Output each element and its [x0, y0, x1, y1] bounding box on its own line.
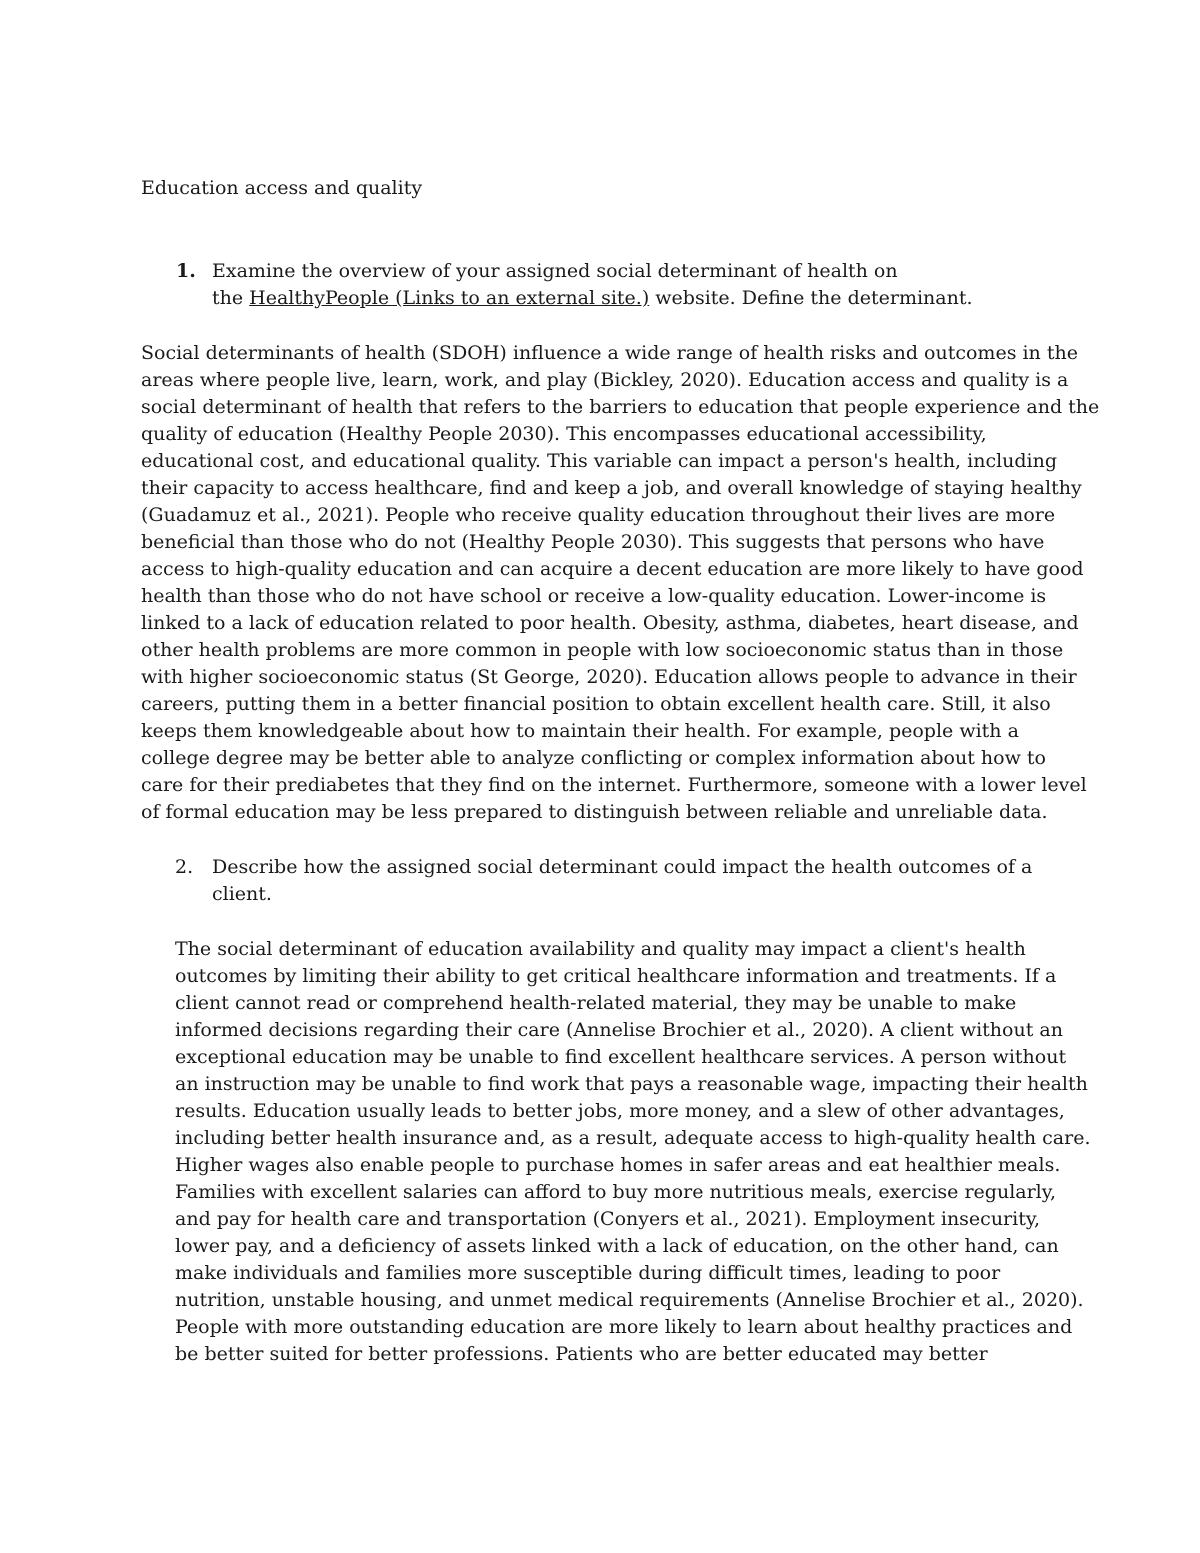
answer-1-line: beneficial than those who do not (Healthy People 2030). This suggests that persons who have	[141, 531, 1045, 553]
answer-2-line: lower pay, and a deficiency of assets linked with a lack of education, on the other hand, can	[175, 1235, 1059, 1257]
question-1-line-2	[212, 285, 1092, 312]
answer-1-line: linked to a lack of education related to poor health. Obesity, asthma, diabetes, heart disease, and	[141, 612, 1079, 634]
question-2-line-2: client.	[212, 883, 272, 905]
answer-2-line: client cannot read or comprehend health-related material, they may be unable to make	[175, 992, 1017, 1014]
question-1-line-1: Examine the overview of your assigned social determinant of health on	[212, 260, 898, 282]
answer-2-line: The social determinant of education availability and quality may impact a client's health	[175, 938, 1026, 960]
question-1	[176, 258, 1092, 312]
answer-2-line: informed decisions regarding their care (Annelise Brochier et al., 2020). A client without an	[175, 1019, 1063, 1041]
answer-1-line: quality of education (Healthy People 2030). This encompasses educational accessibility,	[141, 423, 987, 445]
question-1-suffix: website. Define the determinant.	[649, 287, 973, 309]
answer-1-line: keeps them knowledgeable about how to maintain their health. For example, people with a	[141, 720, 1019, 742]
answer-2-line: including better health insurance and, as a result, adequate access to high-quality health care.	[175, 1127, 1091, 1149]
answer-1-line: educational cost, and educational quality. This variable can impact a person's health, including	[141, 450, 1058, 472]
answer-2-line: nutrition, unstable housing, and unmet medical requirements (Annelise Brochier et al., 2020).	[175, 1289, 1084, 1311]
answer-1-line: careers, putting them in a better financial position to obtain excellent health care. Still, it also	[141, 693, 1051, 715]
answer-2-line: People with more outstanding education are more likely to learn about healthy practices and	[175, 1316, 1073, 1338]
question-1-number: 1.	[176, 260, 196, 282]
answer-1-line: (Guadamuz et al., 2021). People who receive quality education throughout their lives are more	[141, 504, 1056, 526]
answer-2-line: make individuals and families more susceptible during difficult times, leading to poor	[175, 1262, 1001, 1284]
answer-1-line: with higher socioeconomic status (St George, 2020). Education allows people to advance in their	[141, 666, 1077, 688]
answer-2-line: and pay for health care and transportation (Conyers et al., 2021). Employment insecurity,	[175, 1208, 1041, 1230]
answer-2-line: be better suited for better professions. Patients who are better educated may better	[175, 1343, 988, 1365]
answer-2-line: outcomes by limiting their ability to get critical healthcare information and treatments. If a	[175, 965, 1057, 987]
question-2-number: 2.	[175, 856, 194, 878]
answer-1-line: their capacity to access healthcare, find and keep a job, and overall knowledge of staying healthy	[141, 477, 1082, 499]
answer-1-line: college degree may be better able to analyze conflicting or complex information about how to	[141, 747, 1046, 769]
healthypeople-link[interactable]: HealthyPeople (Links to an external site.)	[249, 287, 650, 309]
answer-2-line: an instruction may be unable to find work that pays a reasonable wage, impacting their health	[175, 1073, 1088, 1095]
answer-1-line: social determinant of health that refers to the barriers to education that people experience and the	[141, 396, 1100, 418]
answer-2-line: Families with excellent salaries can afford to buy more nutritious meals, exercise regularly,	[175, 1181, 1057, 1203]
answer-1-line: access to high-quality education and can acquire a decent education are more likely to have good	[141, 558, 1084, 580]
answer-1	[141, 340, 1099, 826]
question-2	[175, 854, 1072, 908]
answer-1-line: Social determinants of health (SDOH) influence a wide range of health risks and outcomes in the	[141, 342, 1078, 364]
answer-1-line: areas where people live, learn, work, and play (Bickley, 2020). Education access and quality is a	[141, 369, 1069, 391]
answer-1-line: care for their prediabetes that they find on the internet. Furthermore, someone with a lower level	[141, 774, 1087, 796]
answer-1-line: of formal education may be less prepared to distinguish between reliable and unreliable data.	[141, 801, 1048, 823]
answer-1-line: other health problems are more common in people with low socioeconomic status than in those	[141, 639, 1064, 661]
answer-1-line: health than those who do not have school or receive a low-quality education. Lower-income is	[141, 585, 1047, 607]
question-2-line-1: Describe how the assigned social determinant could impact the health outcomes of a	[212, 856, 1033, 878]
document-title: Education access and quality	[141, 177, 423, 199]
answer-2-line: Higher wages also enable people to purchase homes in safer areas and eat healthier meals.	[175, 1154, 1061, 1176]
answer-2	[175, 936, 1091, 1368]
answer-2-line: exceptional education may be unable to find excellent healthcare services. A person without	[175, 1046, 1067, 1068]
question-1-prefix: the	[212, 287, 250, 309]
answer-2-line: results. Education usually leads to better jobs, more money, and a slew of other advantages,	[175, 1100, 1065, 1122]
